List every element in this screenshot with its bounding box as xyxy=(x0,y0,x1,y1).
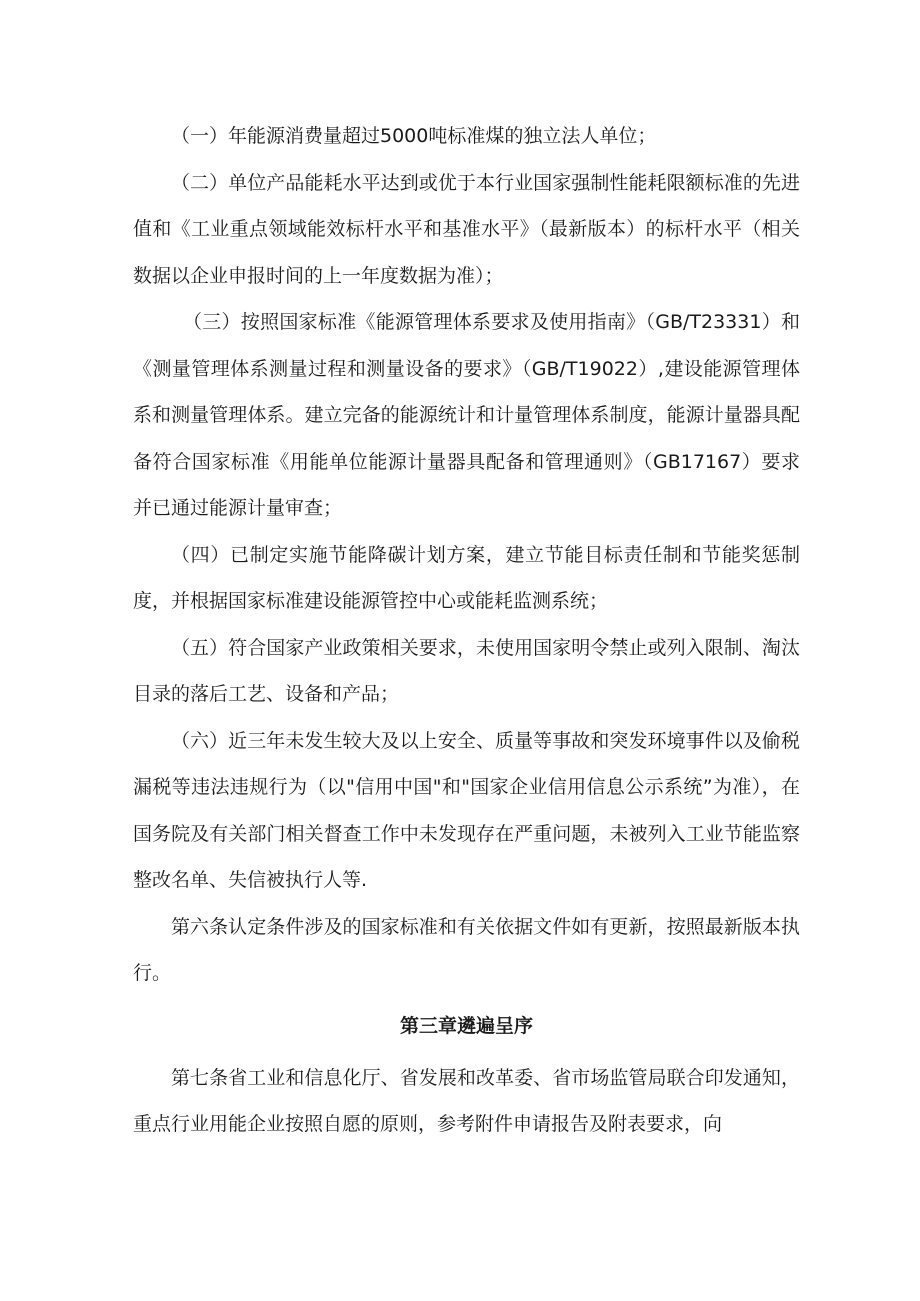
paragraph-item-2: （二）单位产品能耗水平达到或优于本行业国家强制性能耗限额标准的先进值和《工业重点领域能效标杆水平和基准水平》（最新版本）的标杆水平（相关数据以企业申报时间的上一年度数据为准）； xyxy=(133,171,800,287)
paragraph-item-4: （四）已制定实施节能降碳计划方案，建立节能目标责任制和节能奖惩制度，并根据国家标准建设能源管控中心或能耗监测系统； xyxy=(133,543,800,612)
article-6: 第六条认定条件涉及的国家标准和有关依据文件如有更新，按照最新版本执行。 xyxy=(133,915,800,984)
paragraph-item-6: （六）近三年未发生较大及以上安全、质量等事故和突发环境事件以及偷税漏税等违法违规行为（以"信用中国"和"国家企业信用信息公示系统”为准），在国务院及有关部门相关督查工作中未发现存在严重问题，未被列入工业节能监察整改名单、失信被执行人等. xyxy=(133,729,800,891)
chapter-heading: 第三章遴遍呈序 xyxy=(399,1014,533,1037)
paragraph-item-5: （五）符合国家产业政策相关要求，未使用国家明令禁止或列入限制、淘汰目录的落后工艺、设备和产品； xyxy=(133,636,800,705)
paragraph-item-3: （三）按照国家标准《能源管理体系要求及使用指南》（GB/T23331）和《测量管理体系测量过程和测量设备的要求》（GB/T19022）,建设能源管理体系和测量管理体系。建立完备的能源统计和计量管理体系制度，能源计量器具配备符合国家标准《用能单位能源计量器具配备和管理通则》（GB17167）要求并已通过能源计量审查； xyxy=(133,311,800,519)
paragraph-item-1: （一）年能源消费量超过5000吨标准煤的独立法人单位； xyxy=(171,125,657,147)
article-7: 第七条省工业和信息化厅、省发展和改革委、省市场监管局联合印发通知，重点行业用能企业按照自愿的原则，参考附件申请报告及附表要求，向 xyxy=(133,1066,800,1135)
document-body xyxy=(133,113,800,1148)
